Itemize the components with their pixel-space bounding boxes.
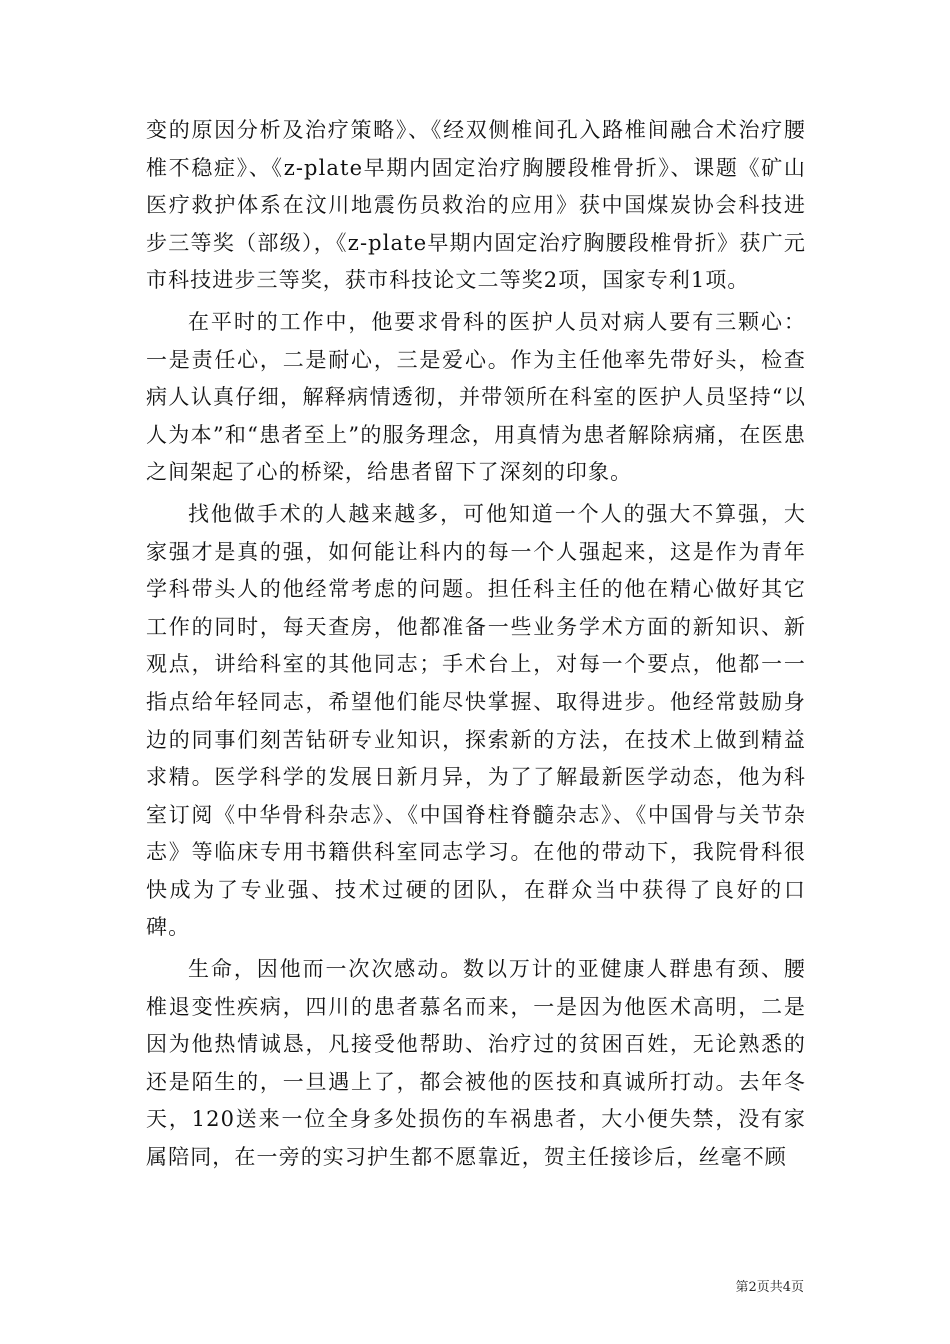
paragraph-4: 生命，因他而一次次感动。数以万计的亚健康人群患有颈、腰椎退变性疾病，四川的患者慕名而来，一是因为他医术高明，二是因为他热情诚恳，凡接受他帮助、治疗过的贫困百姓，无论熟悉的还是陌生的，一旦遇上了，都会被他的医技和真诚所打动。去年冬天，120送来一位全身多处损伤的车祸患者，大小便失禁，没有家属陪同，在一旁的实习护生都不愿靠近，贺主任接诊后，丝毫不顾	[146, 957, 806, 1170]
paragraph-2: 在平时的工作中，他要求骨科的医护人员对病人要有三颗心：一是责任心，二是耐心，三是爱心。作为主任他率先带好头，检查病人认真仔细，解释病情透彻，并带领所在科室的医护人员坚持“以人为本”和“患者至上”的服务理念，用真情为患者解除病痛，在医患之间架起了心的桥梁，给患者留下了深刻的印象。	[146, 309, 806, 485]
paragraph-3: 找他做手术的人越来越多，可他知道一个人的强大不算强，大家强才是真的强，如何能让科内的每一个人强起来，这是作为青年学科带头人的他经常考虑的问题。担任科主任的他在精心做好其它工作的同时，每天查房，他都准备一些业务学术方面的新知识、新观点，讲给科室的其他同志；手术台上，对每一个要点，他都一一指点给年轻同志，希望他们能尽快掌握、取得进步。他经常鼓励身边的同事们刻苦钻研专业知识，探索新的方法，在技术上做到精益求精。医学科学的发展日新月异，为了了解最新医学动态，他为科室订阅《中华骨科杂志》、《中国脊柱脊髓杂志》、《中国骨与关节杂志》等临床专用书籍供科室同志学习。在他的带动下，我院骨科很快成为了专业强、技术过硬的团队，在群众当中获得了良好的口碑。	[146, 501, 806, 940]
paragraph-1: 变的原因分析及治疗策略》、《经双侧椎间孔入路椎间融合术治疗腰椎不稳症》、《z-plate早期内固定治疗胸腰段椎骨折》、课题《矿山医疗救护体系在汶川地震伤员救治的应用》获中国煤炭协会科技进步三等奖（部级），《z-plate早期内固定治疗胸腰段椎骨折》获广元市科技进步三等奖，获市科技论文二等奖2项，国家专利1项。	[146, 118, 806, 293]
page-number: 第2页共4页	[735, 1280, 804, 1295]
document-body	[146, 112, 806, 1181]
